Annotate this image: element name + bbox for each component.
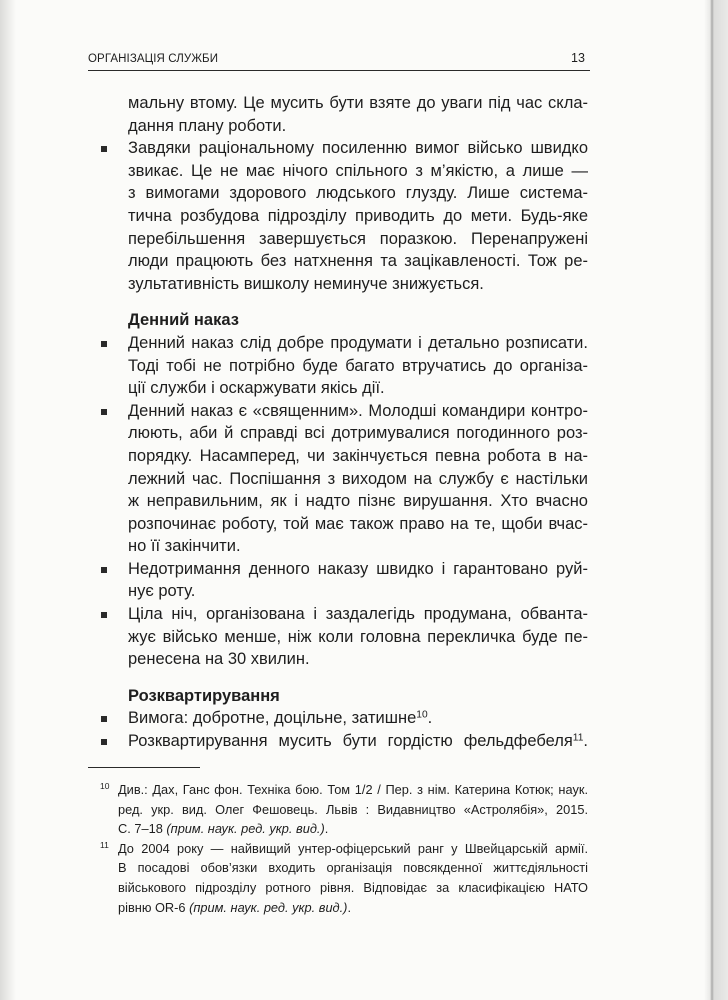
text-line: Ціла ніч, організована і заздалегідь продумана, обванта- (128, 605, 588, 624)
footnote-text: рівню OR-6 (118, 899, 190, 915)
line-end: . (427, 709, 433, 728)
footnote-rule (88, 767, 200, 768)
text-line: ж неправильним, як і надто пізнє вирушання. Хто вчасно (128, 492, 588, 511)
text-line: люди працюють без натхнення та зацікавленості. Тож ре- (128, 252, 588, 271)
footnote-line (118, 898, 588, 918)
bullet-item (128, 332, 588, 400)
text-line: порядку. Насамперед, чи закінчується певна робота в на- (128, 446, 588, 465)
continued-paragraph (128, 92, 588, 137)
bullet-item (128, 558, 588, 603)
section-heading: Розквартирування (128, 686, 280, 705)
text-line (128, 707, 588, 730)
bullet-item (128, 603, 588, 671)
text-line: тична розбудова підрозділу приводить до мети. Будь-яке (128, 206, 588, 225)
text-line: мальну втому. Це мусить бути взяте до уваги під час скла- (128, 94, 588, 112)
footnote-reference: 10 (416, 709, 428, 721)
footnote-line (118, 819, 588, 839)
editor-note: (прим. наук. ред. укр. вид.) (166, 821, 325, 837)
bullet-marker (101, 567, 107, 573)
footnote-number: 10 (100, 781, 110, 791)
bullet-item (128, 707, 588, 730)
scan-shadow-left (0, 0, 16, 1000)
footnote-reference: 11 (572, 732, 584, 744)
bullet-marker (101, 146, 107, 152)
bullet-marker (101, 716, 107, 722)
bullet-marker (101, 612, 107, 618)
footnote-line: До 2004 року — найвищий унтер-офіцерський ранг у Швейцарській армії. (118, 840, 588, 856)
line-text: Вимога: добротне, доцільне, затишне (128, 709, 417, 728)
bullet-item (128, 730, 588, 753)
text-line: перебільшення завершується поразкою. Перенапружені (128, 229, 588, 248)
bullet-marker (101, 341, 107, 347)
section-heading: Денний наказ (128, 311, 239, 330)
text-line: Недотримання денного наказу швидко і гарантовано руй- (128, 559, 588, 578)
footnote (100, 780, 588, 839)
text-line: жує військо менше, ніж коли головна перекличка буде пе- (128, 627, 588, 646)
body-text (128, 92, 588, 753)
header-rule (88, 70, 590, 71)
text-line: розпочинає роботу, той має також право на те, щоби вчас- (128, 514, 588, 533)
bullet-item (128, 400, 588, 558)
running-title: ОРГАНІЗАЦІЯ СЛУЖБИ (88, 53, 219, 65)
bullet-item (128, 137, 588, 295)
text-line: ренесена на 30 хвилин. (128, 650, 310, 669)
editor-note: (прим. наук. ред. укр. вид.) (189, 899, 348, 915)
text-line: лежний час. Поспішання з виходом на службу є настільки (128, 469, 588, 488)
bullet-marker (101, 739, 107, 745)
footnote-text: С. 7–18 (118, 821, 167, 837)
footnote (100, 839, 588, 917)
text-line: но її закінчити. (128, 537, 241, 556)
line-end: . (583, 732, 588, 751)
text-line: Денний наказ є «священним». Молодші командири контро- (128, 401, 588, 420)
line-text: Розквартирування мусить бути гордістю фельдфебеля (128, 732, 573, 751)
footnote-end: . (324, 821, 329, 837)
text-line: Денний наказ слід добре продумати і детально розписати. (128, 333, 588, 352)
text-line: люють, аби й справді всі дотримувалися погодинного роз- (128, 424, 588, 443)
footnote-number: 11 (100, 839, 109, 850)
footnote-line: ред. укр. вид. Олег Фешовець. Львів : Видавництво «Астролябія», 2015. (118, 801, 588, 817)
footnote-end: . (347, 899, 352, 915)
text-line: нує роту. (128, 582, 196, 601)
footnote-line: В посадові обов’язки входить організація повсякденної життєдіяльності (118, 860, 588, 876)
text-line: Тоді тобі не потрібно буде багато втручатись до організа- (128, 356, 588, 375)
bullet-marker (101, 409, 107, 415)
scan-shadow-right (704, 0, 728, 1000)
page-number: 13 (571, 51, 585, 65)
text-line: Завдяки раціональному посиленню вимог військо швидко (128, 139, 588, 158)
text-line: дання плану роботи. (128, 116, 287, 135)
text-line: з вимогами здорового людського глузду. Лише система- (128, 184, 588, 203)
text-line (128, 730, 588, 753)
text-line: зультативність вишколу неминуче знижується. (128, 274, 484, 293)
footnotes (100, 780, 588, 917)
text-line: ції служби і оскаржувати якісь дії. (128, 379, 385, 398)
footnote-line: військового підрозділу ротного рівня. Відповідає за класифікацією НАТО (118, 879, 588, 895)
text-line: звикає. Це не має нічого спільного з м’якістю, а лише — (128, 161, 588, 180)
footnote-line: Див.: Дах, Ганс фон. Техніка бою. Том 1/2 / Пер. з нім. Катерина Котюк; наук. (118, 782, 588, 797)
